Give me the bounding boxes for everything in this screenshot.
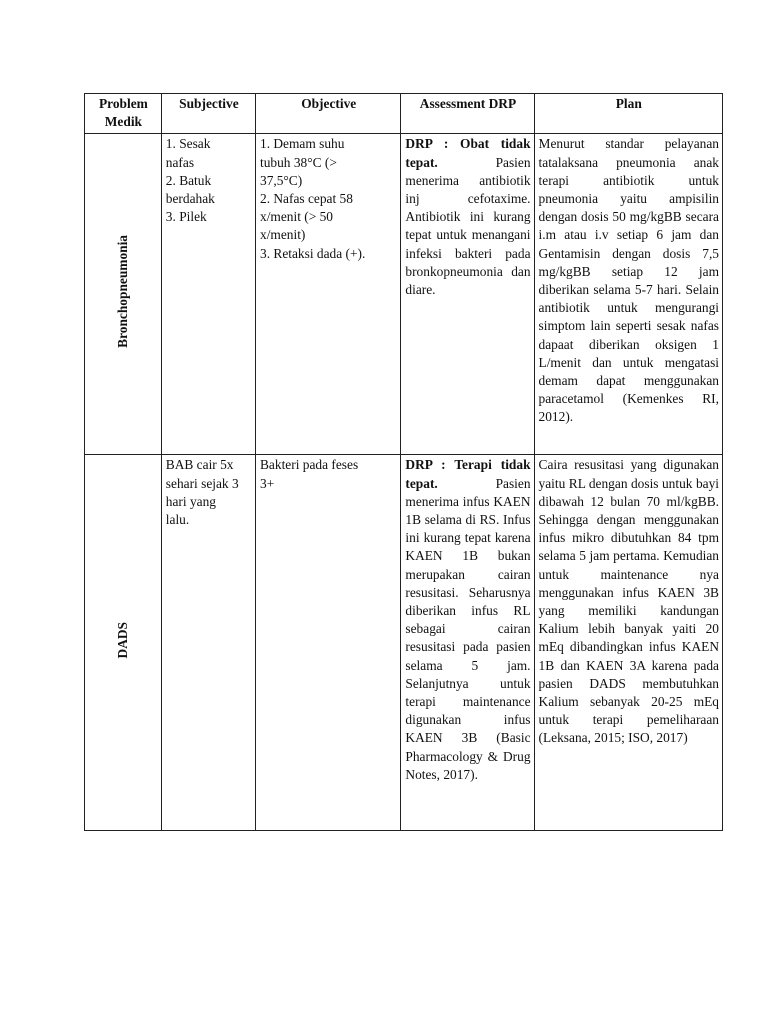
subjective-line: berdahak [165, 191, 215, 207]
problem-label: Bronchopneumonia [114, 235, 130, 349]
objective-line: x/menit) [260, 227, 306, 243]
table-header-row [85, 94, 723, 134]
header-subjective: Subjective [161, 94, 255, 134]
header-objective: Objective [256, 94, 401, 134]
plan-cell [534, 134, 722, 455]
objective-line: Bakteri pada feses [260, 457, 359, 473]
plan-text: Menurut standar pelayanan tatalaksana pneumonia anak terapi antibiotik untuk pneumonia yaitu ampisilin dengan dosis 50 mg/kgBB secara i.m atau i.v setiap 6 jam dan Gentamisin dengan dosis 7,5 mg/kgBB setiap 12 jam diberikan selama 5-7 hari. Selain antibiotik untuk mengurangi simptom lain seperti sesak nafas dapaat diberikan oksigen 1 L/menit dan untuk mengatasi demam dapat menggunakan paracetamol (Kemenkes RI, 2012). [538, 136, 719, 425]
header-assessment-drp: Assessment DRP [401, 94, 534, 134]
subjective-line: BAB cair 5x [165, 457, 234, 473]
subjective-cell [161, 455, 255, 831]
problem-label: DADS [114, 622, 130, 659]
objective-line: 2. Nafas cepat 58 [260, 191, 353, 207]
table-row [85, 134, 723, 455]
objective-cell [256, 455, 401, 831]
subjective-line: 2. Batuk [165, 172, 212, 188]
assessment-drp-title: DRP : Terapi tidak tepat. [405, 457, 531, 491]
header-problem-medik: Problem Medik [85, 94, 162, 134]
table-row [85, 455, 723, 831]
header-plan: Plan [534, 94, 722, 134]
assessment-cell [401, 134, 534, 455]
objective-line: 1. Demam suhu [260, 136, 345, 152]
subjective-line: lalu. [165, 512, 190, 528]
objective-line: tubuh 38°C (> [260, 154, 337, 170]
subjective-line: 1. Sesak [165, 136, 211, 152]
assessment-cell [401, 455, 534, 831]
plan-text: Caira resusitasi yang digunakan yaitu RL dengan dosis untuk bayi dibawah 12 bulan 70 ml/kgBB. Sehingga dengan menggunakan infus mikro dibutuhkan 84 tpm selama 5 jam pertama. Kemudian untuk maintenance nya menggunakan infus KAEN 3B yang memiliki kandungan Kalium lebih banyak yaiti 20 mEq dibandingkan infus KAEN 1B dan KAEN 3A karena pada pasien DADS membutuhkan Kalium sebanyak 20-25 mEq untuk terapi pemeliharaan (Leksana, 2015; ISO, 2017) [538, 457, 719, 746]
assessment-text: Pasien menerima antibiotik inj cefotaxime. Antibiotik ini kurang tepat untuk menangani infeksi bakteri pada bronkopneumonia dan diare. [405, 154, 531, 298]
plan-cell [534, 455, 722, 831]
objective-cell [256, 134, 401, 455]
assessment-drp-title: DRP : Obat tidak tepat. [405, 136, 531, 170]
objective-line: 3. Retaksi dada (+). [260, 245, 366, 261]
assessment-text: Pasien menerima infus KAEN 1B selama di RS. Infus ini kurang tepat karena KAEN 1B bukan merupakan cairan resusitasi. Seharusnya diberikan infus RL sebagai cairan resusitasi pada pasien selama 5 jam. Selanjutnya untuk terapi maintenance digunakan infus KAEN 3B (Basic Pharmacology & Drug Notes, 2017). [405, 475, 531, 782]
problem-cell [85, 455, 162, 831]
soap-table [84, 93, 723, 831]
subjective-line: nafas [165, 154, 195, 170]
objective-line: x/menit (> 50 [260, 209, 334, 225]
problem-cell [85, 134, 162, 455]
subjective-line: sehari sejak 3 [165, 475, 239, 491]
subjective-cell [161, 134, 255, 455]
objective-line: 37,5°C) [260, 172, 303, 188]
subjective-line: 3. Pilek [165, 209, 207, 225]
subjective-line: hari yang [165, 493, 216, 509]
objective-line: 3+ [260, 475, 275, 491]
